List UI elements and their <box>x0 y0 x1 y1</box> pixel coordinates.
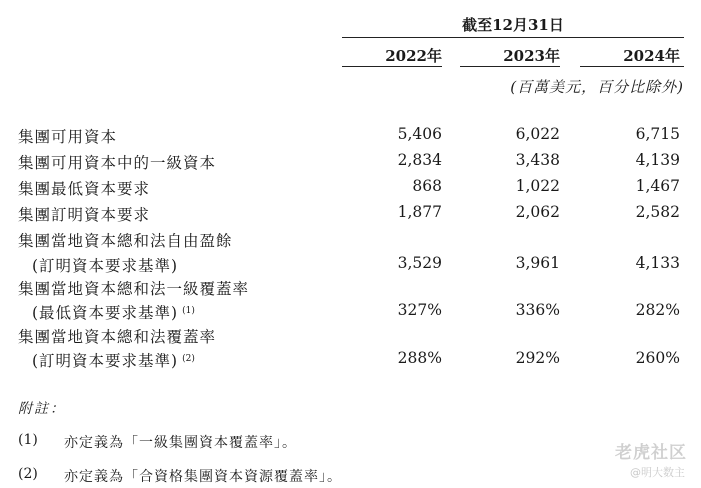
notes-heading: 附註： <box>18 401 66 417</box>
row-sublabel-tier1-coverage <box>32 301 195 323</box>
cell-tier1-capital-2022: 2,834 <box>397 151 442 169</box>
row-label-tier1-coverage: 集團當地資本總和法一級覆蓋率 <box>18 280 250 298</box>
year-rule-2023 <box>460 66 560 67</box>
period-header: 截至12月31日 <box>462 16 564 34</box>
row-label-prescribed-capital: 集團訂明資本要求 <box>18 206 151 224</box>
year-rule-2022 <box>342 66 442 67</box>
year-header-2024: 2024年 <box>623 47 680 65</box>
header-rule <box>342 37 684 38</box>
cell-free-surplus-2024: 4,133 <box>635 254 680 272</box>
watermark-user: @明大数主 <box>630 466 685 479</box>
footnote-ref-1: (1) <box>182 306 195 316</box>
cell-tier1-capital-2024: 4,139 <box>635 151 680 169</box>
unit-note: (百萬美元，百分比除外) <box>510 78 684 96</box>
row-label-coverage-ratio: 集團當地資本總和法覆蓋率 <box>18 328 217 346</box>
note-text-1: 亦定義為「一級集團資本覆蓋率」。 <box>64 435 297 451</box>
cell-tier1-coverage-2023: 336% <box>515 301 560 319</box>
cell-prescribed-capital-2024: 2,582 <box>635 203 680 221</box>
row-sublabel-coverage-ratio <box>32 349 195 371</box>
cell-prescribed-capital-2022: 1,877 <box>397 203 442 221</box>
cell-coverage-ratio-2023: 292% <box>515 349 560 367</box>
sublabel-text: (訂明資本要求基準) <box>32 352 179 370</box>
cell-tier1-coverage-2024: 282% <box>635 301 680 319</box>
note-text-2: 亦定義為「合資格集團資本資源覆蓋率」。 <box>64 469 342 485</box>
cell-available-capital-2022: 5,406 <box>397 125 442 143</box>
cell-coverage-ratio-2022: 288% <box>397 349 442 367</box>
cell-available-capital-2023: 6,022 <box>515 125 560 143</box>
year-header-2023: 2023年 <box>503 47 560 65</box>
cell-prescribed-capital-2023: 2,062 <box>515 203 560 221</box>
note-number-1: (1) <box>18 432 38 448</box>
cell-tier1-capital-2023: 3,438 <box>515 151 560 169</box>
cell-minimum-capital-2024: 1,467 <box>635 177 680 195</box>
cell-coverage-ratio-2024: 260% <box>635 349 680 367</box>
cell-tier1-coverage-2022: 327% <box>397 301 442 319</box>
row-label-tier1-capital: 集團可用資本中的一級資本 <box>18 154 217 172</box>
cell-minimum-capital-2023: 1,022 <box>515 177 560 195</box>
year-header-2022: 2022年 <box>385 47 442 65</box>
sublabel-text: (最低資本要求基準) <box>32 304 179 322</box>
cell-minimum-capital-2022: 868 <box>412 177 442 195</box>
note-number-2: (2) <box>18 466 38 482</box>
watermark-brand: 老虎社区 <box>615 443 687 463</box>
row-sublabel-free-surplus: (訂明資本要求基準) <box>32 257 179 275</box>
year-rule-2024 <box>580 66 684 67</box>
cell-available-capital-2024: 6,715 <box>635 125 680 143</box>
cell-free-surplus-2022: 3,529 <box>397 254 442 272</box>
row-label-minimum-capital: 集團最低資本要求 <box>18 180 151 198</box>
cell-free-surplus-2023: 3,961 <box>515 254 560 272</box>
footnote-ref-2: (2) <box>182 354 195 364</box>
row-label-available-capital: 集團可用資本 <box>18 128 118 146</box>
row-label-free-surplus: 集團當地資本總和法自由盈餘 <box>18 232 233 250</box>
